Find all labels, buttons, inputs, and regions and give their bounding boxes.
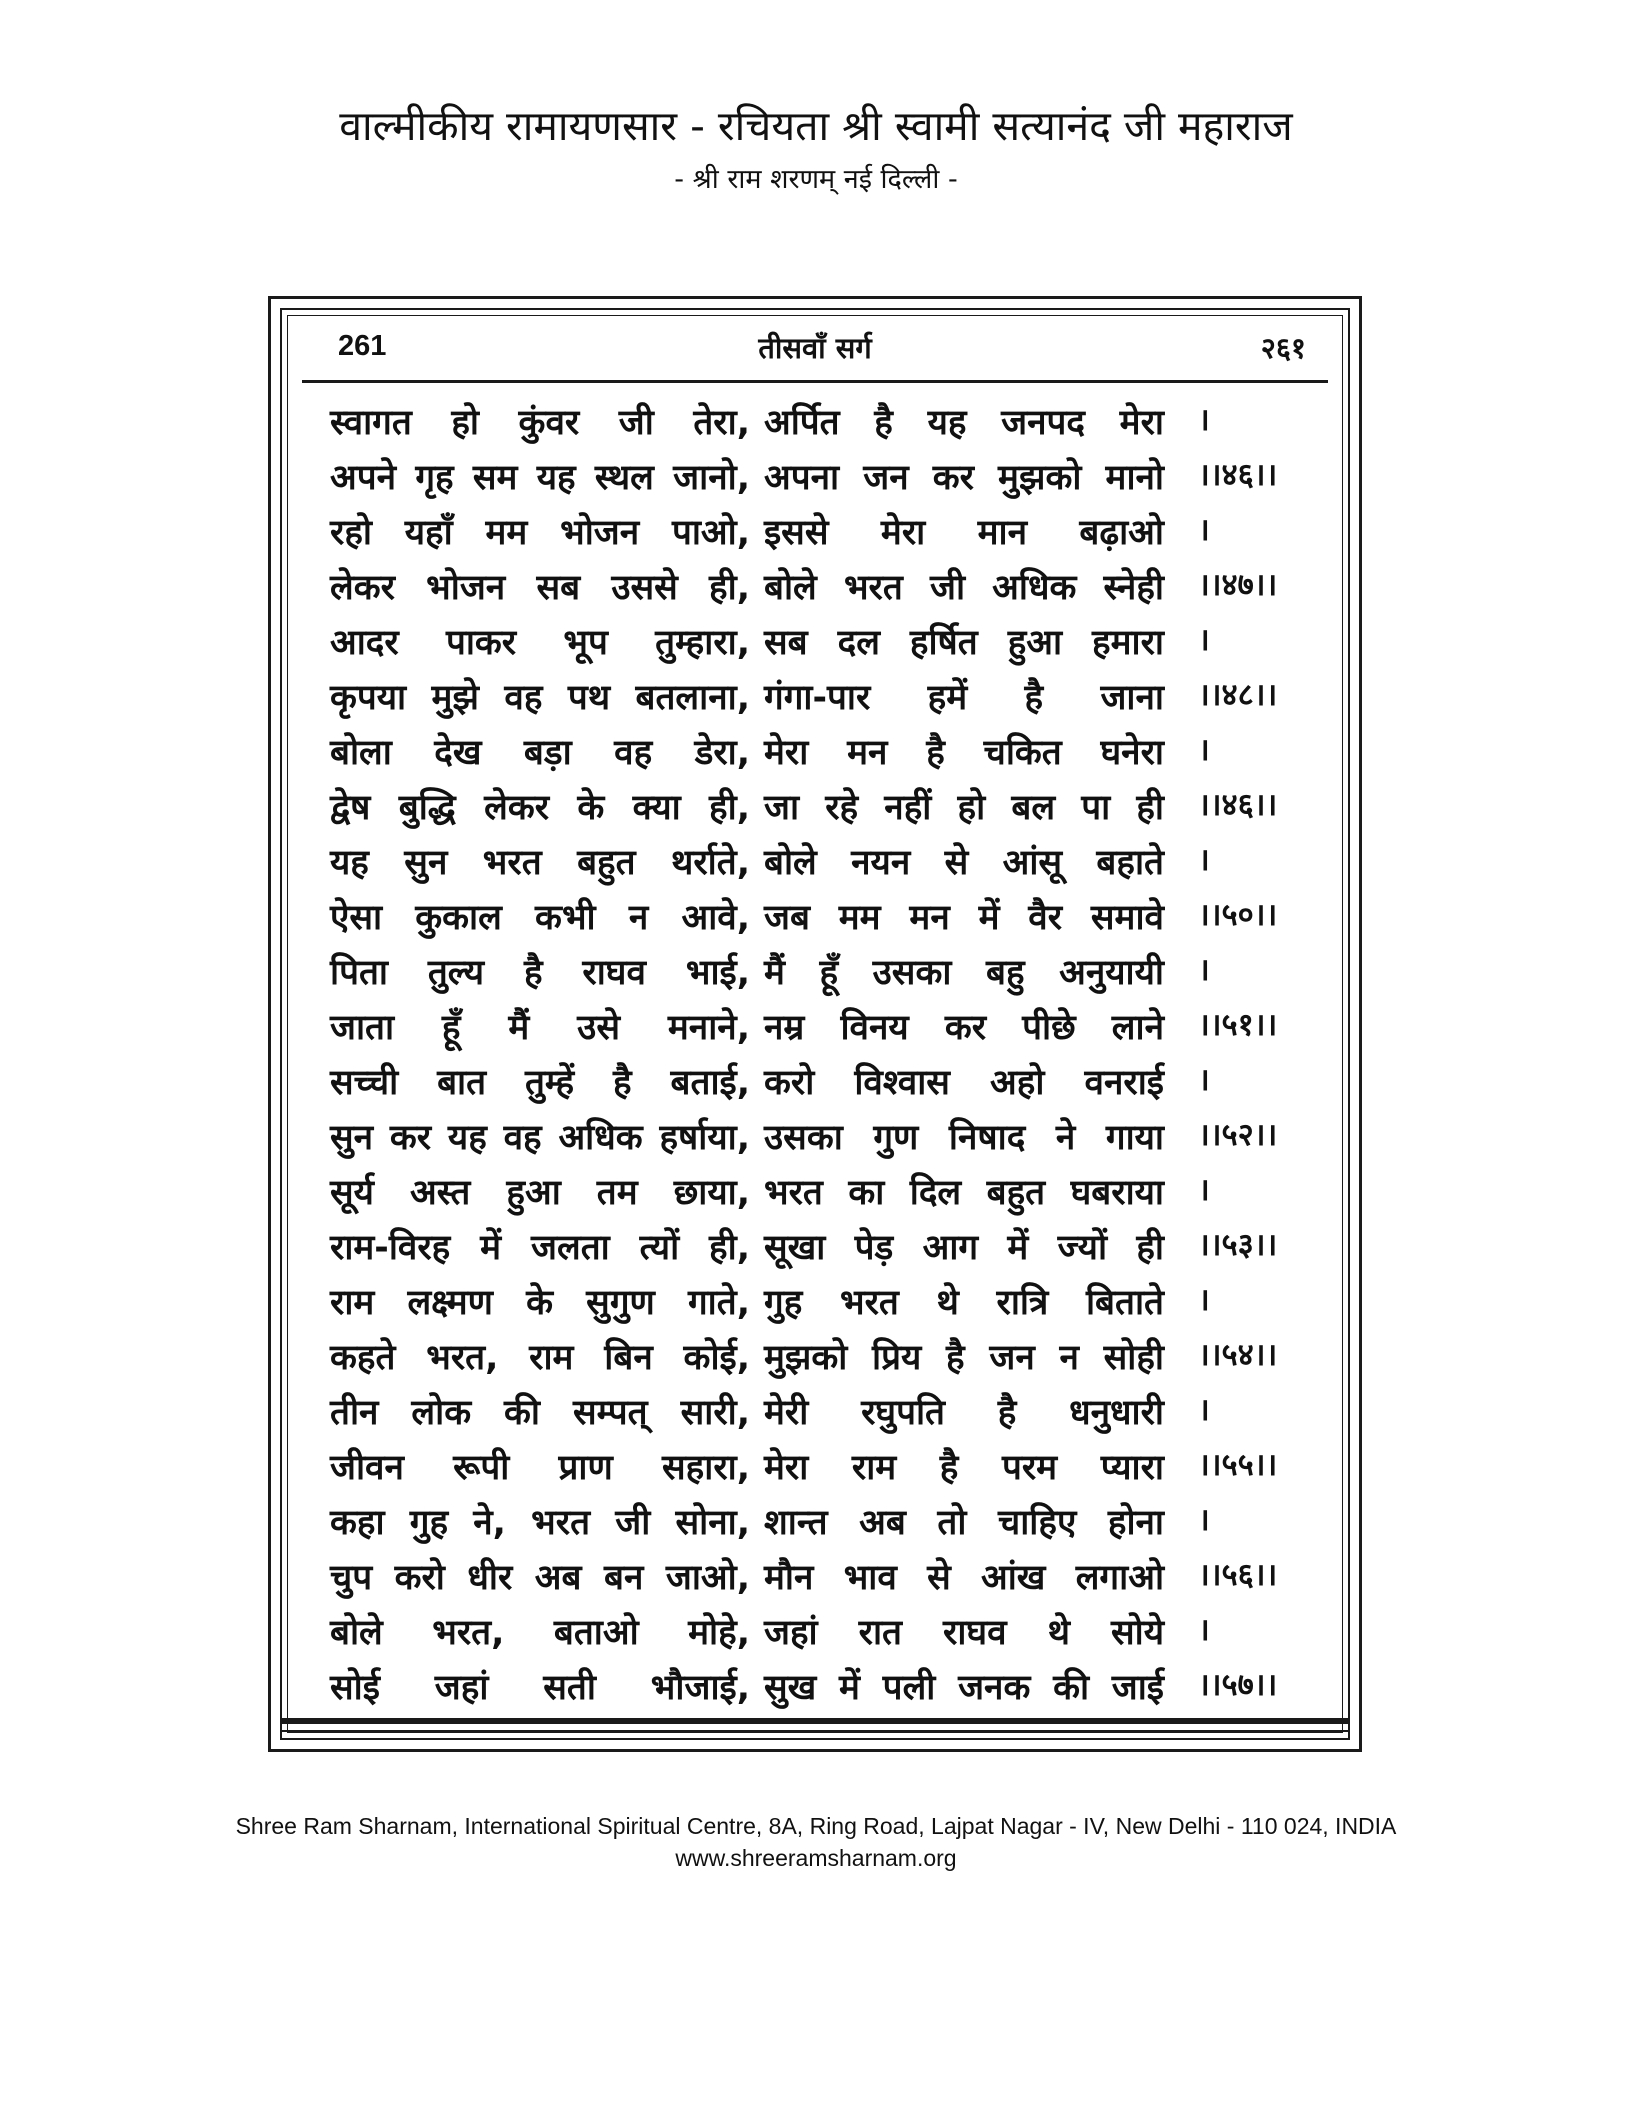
verse-line bbox=[330, 1663, 1330, 1718]
verse-line bbox=[330, 893, 1330, 948]
header-subtitle: - श्री राम शरणम् नई दिल्ली - bbox=[674, 164, 958, 195]
verse-line bbox=[330, 838, 1330, 893]
verse-number: ।।५४।। bbox=[1198, 1337, 1278, 1373]
page-number-arabic: 261 bbox=[338, 330, 387, 362]
verse-number: ।।४८।। bbox=[1198, 677, 1278, 713]
verse-left-half: राम-विरह में जलता त्यों ही, bbox=[330, 1228, 750, 1268]
verse-line bbox=[330, 1498, 1330, 1553]
verse-right-half: जब मम मन में वैर समावे bbox=[764, 898, 1164, 938]
page-strip bbox=[302, 326, 1328, 383]
verse-block bbox=[330, 398, 1330, 1718]
footer-address: Shree Ram Sharnam, International Spiritual Centre, 8A, Ring Road, Lajpat Nagar - IV, New Delhi - 110 024, INDIA bbox=[235, 1813, 1397, 1839]
verse-right-half: बोले भरत जी अधिक स्नेही bbox=[764, 568, 1164, 608]
verse-left-half: सोई जहां सती भौजाई, bbox=[330, 1668, 750, 1708]
verse-left-half: कहा गुह ने, भरत जी सोना, bbox=[330, 1503, 750, 1543]
page-header bbox=[0, 98, 1632, 200]
verse-frame bbox=[268, 296, 1362, 1752]
verse-number: ।।५०।। bbox=[1198, 897, 1278, 933]
verse-number: । bbox=[1198, 622, 1210, 658]
verse-number: ।।५५।। bbox=[1198, 1447, 1278, 1483]
verse-left-half: रहो यहाँ मम भोजन पाओ, bbox=[330, 513, 750, 553]
verse-line bbox=[330, 1333, 1330, 1388]
verse-right-half: करो विश्वास अहो वनराई bbox=[764, 1063, 1164, 1103]
header-title: वाल्मीकीय रामायणसार - रचियता श्री स्वामी सत्यानंद जी महाराज bbox=[339, 102, 1293, 150]
verse-left-half: ऐसा कुकाल कभी न आवे, bbox=[330, 898, 750, 938]
verse-right-half: जहां रात राघव थे सोये bbox=[764, 1613, 1164, 1653]
verse-line bbox=[330, 563, 1330, 618]
verse-line bbox=[330, 728, 1330, 783]
verse-line bbox=[330, 1443, 1330, 1498]
verse-number: । bbox=[1198, 1172, 1210, 1208]
verse-number: ।।५७।। bbox=[1198, 1667, 1278, 1703]
verse-line bbox=[330, 1608, 1330, 1663]
verse-right-half: मेरी रघुपति है धनुधारी bbox=[764, 1393, 1164, 1433]
page-footer bbox=[0, 1810, 1632, 1874]
verse-left-half: जाता हूँ मैं उसे मनाने, bbox=[330, 1008, 750, 1048]
verse-number: ।।५१।। bbox=[1198, 1007, 1278, 1043]
verse-left-half: अपने गृह सम यह स्थल जानो, bbox=[330, 458, 750, 498]
chapter-title: तीसवाँ सर्ग bbox=[758, 331, 872, 365]
verse-right-half: मौन भाव से आंख लगाओ bbox=[764, 1558, 1164, 1598]
verse-number: । bbox=[1198, 1612, 1210, 1648]
verse-line bbox=[330, 1058, 1330, 1113]
verse-number: । bbox=[1198, 952, 1210, 988]
verse-left-half: द्वेष बुद्धि लेकर के क्या ही, bbox=[330, 788, 750, 828]
verse-right-half: उसका गुण निषाद ने गाया bbox=[764, 1118, 1164, 1158]
verse-right-half: सूखा पेड़ आग में ज्यों ही bbox=[764, 1228, 1164, 1268]
verse-left-half: कहते भरत, राम बिन कोई, bbox=[330, 1338, 750, 1378]
verse-right-half: जा रहे नहीं हो बल पा ही bbox=[764, 788, 1164, 828]
verse-left-half: सुन कर यह वह अधिक हर्षाया, bbox=[330, 1118, 750, 1158]
verse-left-half: बोला देख बड़ा वह डेरा, bbox=[330, 733, 750, 773]
verse-number: ।।५३।। bbox=[1198, 1227, 1278, 1263]
verse-line bbox=[330, 453, 1330, 508]
verse-right-half: गंगा-पार हमें है जाना bbox=[764, 678, 1164, 718]
bottom-rule-thin bbox=[282, 1730, 1348, 1732]
verse-left-half: जीवन रूपी प्राण सहारा, bbox=[330, 1448, 750, 1488]
verse-right-half: मैं हूँ उसका बहु अनुयायी bbox=[764, 953, 1164, 993]
verse-right-half: इससे मेरा मान बढ़ाओ bbox=[764, 513, 1164, 553]
verse-number: । bbox=[1198, 402, 1210, 438]
verse-number: । bbox=[1198, 1062, 1210, 1098]
verse-frame-inner bbox=[280, 308, 1350, 1740]
verse-left-half: यह सुन भरत बहुत थर्राते, bbox=[330, 843, 750, 883]
verse-left-half: बोले भरत, बताओ मोहे, bbox=[330, 1613, 750, 1653]
bottom-rule-thick bbox=[282, 1718, 1348, 1724]
verse-line bbox=[330, 948, 1330, 1003]
verse-right-half: बोले नयन से आंसू बहाते bbox=[764, 843, 1164, 883]
verse-line bbox=[330, 673, 1330, 728]
verse-line bbox=[330, 1223, 1330, 1278]
verse-number: । bbox=[1198, 512, 1210, 548]
verse-right-half: मेरा मन है चकित घनेरा bbox=[764, 733, 1164, 773]
verse-line bbox=[330, 1388, 1330, 1443]
verse-number: ।।५६।। bbox=[1198, 1557, 1278, 1593]
verse-left-half: कृपया मुझे वह पथ बतलाना, bbox=[330, 678, 750, 718]
verse-number: । bbox=[1198, 732, 1210, 768]
verse-number: । bbox=[1198, 1502, 1210, 1538]
verse-number: ।।४६।। bbox=[1198, 457, 1278, 493]
verse-line bbox=[330, 1113, 1330, 1168]
verse-right-half: अपना जन कर मुझको मानो bbox=[764, 458, 1164, 498]
verse-left-half: तीन लोक की सम्पत् सारी, bbox=[330, 1393, 750, 1433]
verse-line bbox=[330, 1003, 1330, 1058]
verse-right-half: भरत का दिल बहुत घबराया bbox=[764, 1173, 1164, 1213]
verse-right-half: सब दल हर्षित हुआ हमारा bbox=[764, 623, 1164, 663]
verse-right-half: सुख में पली जनक की जाई bbox=[764, 1668, 1164, 1708]
verse-left-half: सूर्य अस्त हुआ तम छाया, bbox=[330, 1173, 750, 1213]
verse-line bbox=[330, 1278, 1330, 1333]
page-number-devanagari: २६१ bbox=[1260, 331, 1306, 365]
verse-number: ।।४७।। bbox=[1198, 567, 1278, 603]
verse-number: ।।४६।। bbox=[1198, 787, 1278, 823]
verse-line bbox=[330, 1168, 1330, 1223]
verse-right-half: गुह भरत थे रात्रि बिताते bbox=[764, 1283, 1164, 1323]
verse-right-half: मुझको प्रिय है जन न सोही bbox=[764, 1338, 1164, 1378]
verse-number: ।।५२।। bbox=[1198, 1117, 1278, 1153]
verse-right-half: नम्र विनय कर पीछे लाने bbox=[764, 1008, 1164, 1048]
verse-number: । bbox=[1198, 1282, 1210, 1318]
verse-right-half: शान्त अब तो चाहिए होना bbox=[764, 1503, 1164, 1543]
verse-left-half: स्वागत हो कुंवर जी तेरा, bbox=[330, 403, 750, 443]
verse-left-half: पिता तुल्य है राघव भाई, bbox=[330, 953, 750, 993]
verse-left-half: राम लक्ष्मण के सुगुण गाते, bbox=[330, 1283, 750, 1323]
verse-left-half: चुप करो धीर अब बन जाओ, bbox=[330, 1558, 750, 1598]
verse-number: । bbox=[1198, 1392, 1210, 1428]
verse-line bbox=[330, 783, 1330, 838]
verse-left-half: सच्ची बात तुम्हें है बताई, bbox=[330, 1063, 750, 1103]
verse-left-half: आदर पाकर भूप तुम्हारा, bbox=[330, 623, 750, 663]
verse-line bbox=[330, 508, 1330, 563]
footer-website[interactable]: www.shreeramsharnam.org bbox=[675, 1845, 957, 1871]
verse-left-half: लेकर भोजन सब उससे ही, bbox=[330, 568, 750, 608]
verse-number: । bbox=[1198, 842, 1210, 878]
verse-right-half: मेरा राम है परम प्यारा bbox=[764, 1448, 1164, 1488]
verse-line bbox=[330, 398, 1330, 453]
verse-line bbox=[330, 618, 1330, 673]
verse-right-half: अर्पित है यह जनपद मेरा bbox=[764, 403, 1164, 443]
verse-line bbox=[330, 1553, 1330, 1608]
